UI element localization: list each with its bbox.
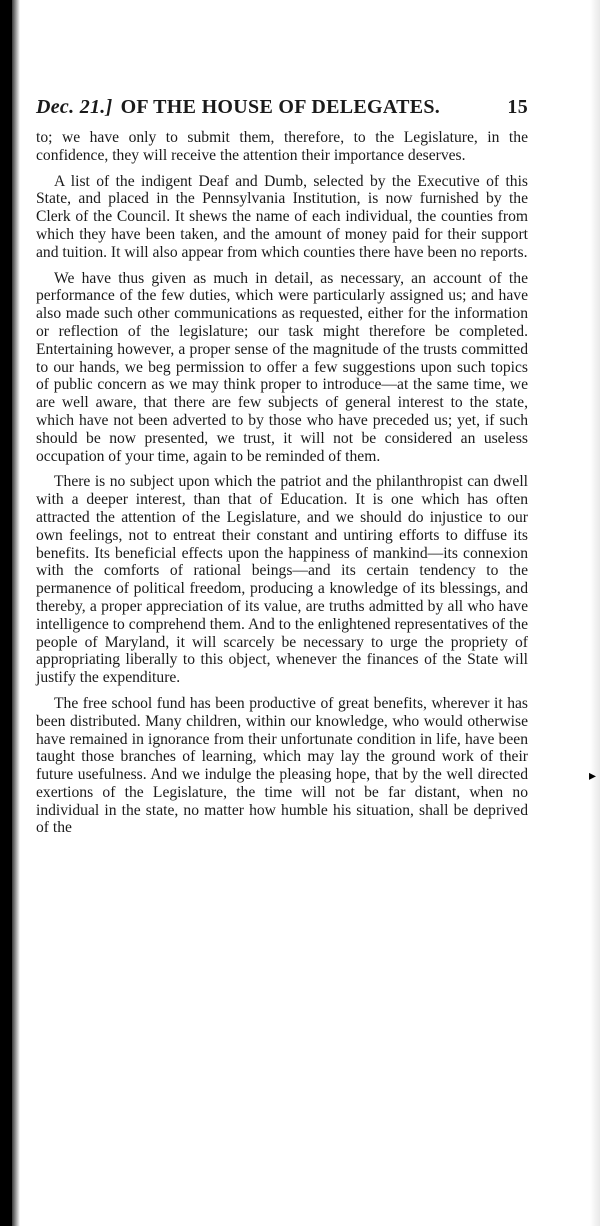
paragraph-3: We have thus given as much in detail, as necessary, an account of the performance of the few duties, which were particularly assigned us; and have also made such other communications as requested, either for the information or reflection of the legislature; our task might therefore be completed. Entertaining however, a proper sense of the magnitude of the trusts committed to our hands, we beg permission to offer a few suggestions upon such topics of public concern as we may think proper to introduce—at the same time, we are well aware, that there are few subjects of general interest to the state, which have not been adverted to by those who have preceded us; yet, if such should be now presented, we trust, it will not be considered an useless occupation of your time, again to be reminded of them. [36,269,528,465]
scan-left-border [0,0,12,1226]
paragraph-5: The free school fund has been productive of great benefits, wherever it has been distributed. Many children, within our knowledge, who would otherwise have remained in ignorance from their unfortunate condition in life, have been taught those branches of learning, which may lay the ground work of their future usefulness. And we indulge the pleasing hope, that by the well directed exertions of the Legislature, the time will not be far distant, when no individual in the state, no matter how humble his situation, shall be deprived of the [36,694,528,837]
paragraph-1: to; we have only to submit them, therefore, to the Legislature, in the confidence, they will receive the attention their importance deserves. [36,129,528,164]
header-title: OF THE HOUSE OF DELEGATES. [120,96,441,118]
scan-right-edge [590,0,600,1226]
page-number: 15 [507,96,528,118]
document-page [36,96,528,837]
scan-left-edge-shadow [12,0,20,1226]
header-date: Dec. 21.] [36,96,113,118]
body-text [36,129,528,837]
paragraph-2: A list of the indigent Deaf and Dumb, selected by the Executive of this State, and placed in the Pennsylvania Institution, is now furnished by the Clerk of the Council. It shews the name of each individual, the counties from which they have been taken, and the amount of money paid for their support and tuition. It will also appear from which counties there have been no reports. [36,172,528,261]
running-head [36,96,528,119]
scan-mark-icon: ▸ [588,769,596,784]
paragraph-4: There is no subject upon which the patriot and the philanthropist can dwell with a deeper interest, than that of Education. It is one which has often attracted the attention of the Legislature, and we should do injustice to our own feelings, not to entreat their constant and untiring efforts to diffuse its benefits. Its beneficial effects upon the happiness of mankind—its connexion with the comforts of rational beings—and its certain tendency to the permanence of political freedom, producing a knowledge of its blessings, and thereby, a proper appreciation of its value, are truths admitted by all who have intelligence to comprehend them. And to the enlightened representatives of the people of Maryland, it will scarcely be necessary to urge the propriety of appropriating liberally to this object, whenever the finances of the State will justify the expenditure. [36,473,528,687]
